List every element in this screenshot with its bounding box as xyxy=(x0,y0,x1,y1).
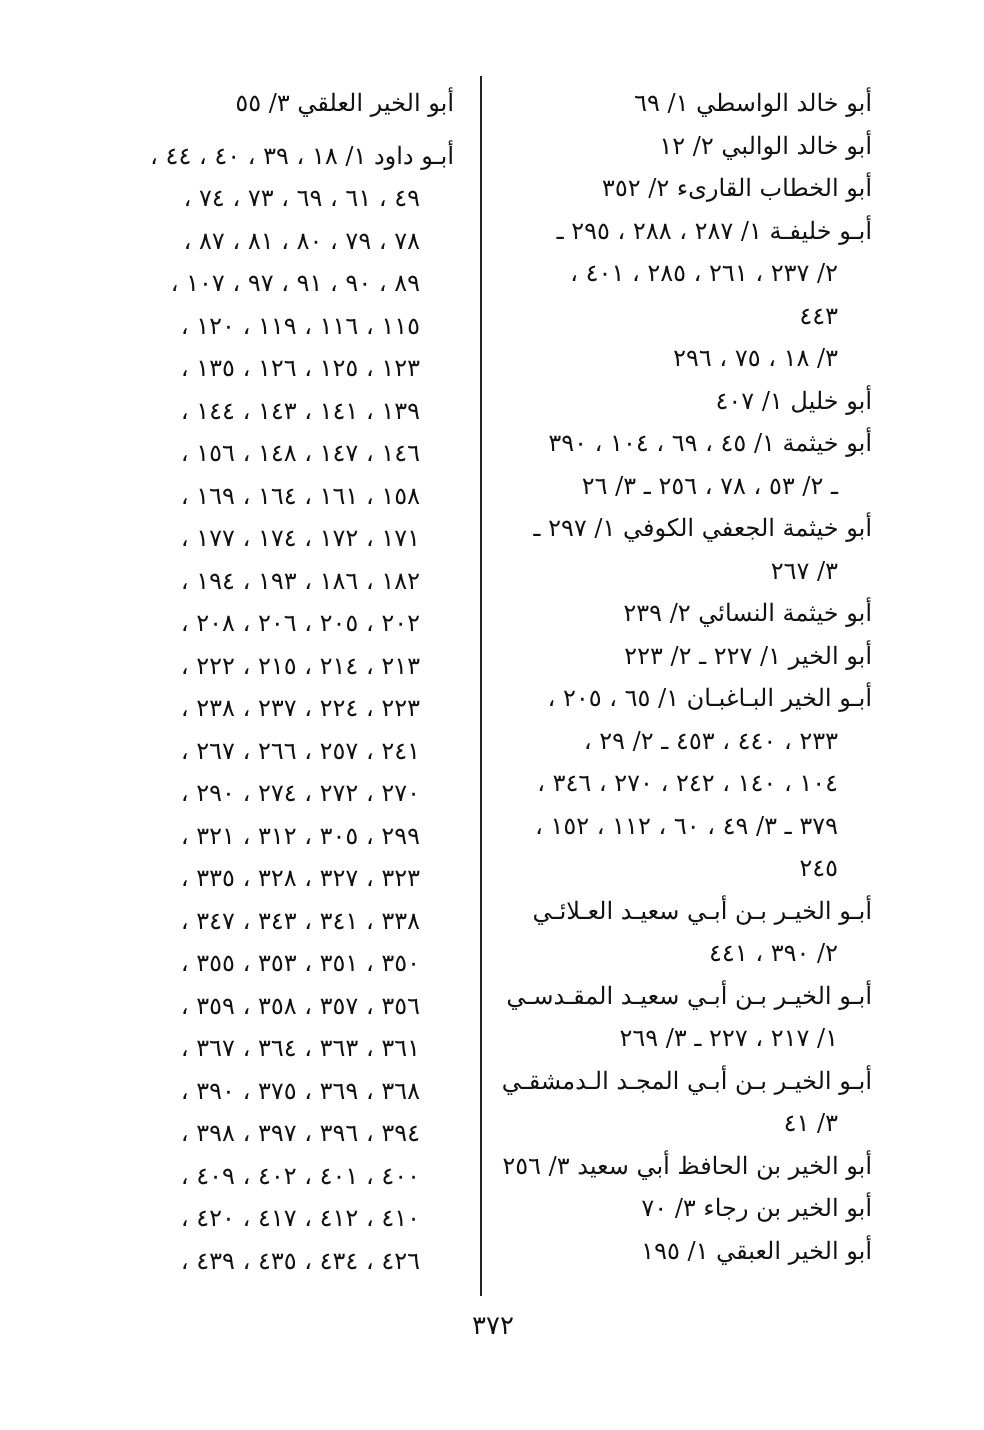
index-entry-continuation: ٢٧٠ ، ٢٧٢ ، ٢٧٤ ، ٢٩٠ ، xyxy=(180,779,420,807)
index-entry: أبـو داود ١/ ١٨ ، ٣٩ ، ٤٠ ، ٤٤ ، xyxy=(150,141,454,170)
index-entry-list xyxy=(88,135,454,1283)
index-entry-continuation: ٣٦٨ ، ٣٦٩ ، ٣٧٥ ، ٣٩٠ ، xyxy=(180,1076,420,1105)
index-entry-continuation: ٣/ ٤١ xyxy=(783,1109,838,1137)
index-entry: أبو الخطاب القارىء ٢/ ٣٥٢ xyxy=(601,174,872,202)
index-entry-heading: أبو الخير العلقي ٣/ ٥٥ xyxy=(235,89,454,117)
index-entry-continuation: ٢٠٢ ، ٢٠٥ ، ٢٠٦ ، ٢٠٨ ، xyxy=(180,609,420,637)
index-entry-continuation: ٣٣٨ ، ٣٤١ ، ٣٤٣ ، ٣٤٧ ، xyxy=(180,906,420,935)
index-entry: أبـو الخير البـاغبـان ١/ ٦٥ ، ٢٠٥ ، xyxy=(547,684,872,712)
index-entry-continuation: ٤٢٦ ، ٤٣٤ ، ٤٣٥ ، ٤٣٩ ، xyxy=(180,1246,420,1275)
index-entry-continuation: ٤١٠ ، ٤١٢ ، ٤١٧ ، ٤٢٠ ، xyxy=(180,1204,420,1232)
index-entry-continuation: ٣٦١ ، ٣٦٣ ، ٣٦٤ ، ٣٦٧ ، xyxy=(180,1034,420,1062)
right-index-column xyxy=(490,82,872,1272)
index-entry-continuation: ٨٩ ، ٩٠ ، ٩١ ، ٩٧ ، ١٠٧ ، xyxy=(170,269,420,297)
page-number xyxy=(0,1311,984,1341)
index-entry-continuation: ١١٥ ، ١١٦ ، ١١٩ ، ١٢٠ ، xyxy=(180,311,420,340)
index-entry: أبو خيثمة ١/ ٤٥ ، ٦٩ ، ١٠٤ ، ٣٩٠ xyxy=(548,429,872,457)
index-entry-continuation: ١٢٣ ، ١٢٥ ، ١٢٦ ، ١٣٥ ، xyxy=(180,354,420,382)
index-entry-continuation: ٣٥٦ ، ٣٥٧ ، ٣٥٨ ، ٣٥٩ ، xyxy=(180,991,420,1020)
index-entry-continuation: ١٠٤ ، ١٤٠ ، ٢٤٢ ، ٢٧٠ ، ٣٤٦ ، xyxy=(537,769,838,797)
index-entry-continuation: ٢/ ٣٩٠ ، ٤٤١ xyxy=(709,939,838,967)
index-entry-continuation: ـ ٢/ ٥٣ ، ٧٨ ، ٢٥٦ ـ ٣/ ٢٦ xyxy=(581,471,838,500)
index-entry: أبو خالد الواسطي ١/ ٦٩ xyxy=(634,89,872,117)
index-entry-continuation: ٣٢٣ ، ٣٢٧ ، ٣٢٨ ، ٣٣٥ ، xyxy=(180,864,420,892)
index-entry-continuation: ٣٧٩ ـ ٣/ ٤٩ ، ٦٠ ، ١١٢ ، ١٥٢ ، xyxy=(535,811,838,840)
index-entry: أبـو الخيـر بـن أبـي سعيـد العـلائـي xyxy=(532,896,872,925)
index-entry-continuation: ١٣٩ ، ١٤١ ، ١٤٣ ، ١٤٤ ، xyxy=(180,396,420,425)
index-entry: أبـو الخيـر بـن أبـي سعيـد المقـدسـي xyxy=(506,981,872,1010)
index-entry-continuation: ٣٩٤ ، ٣٩٦ ، ٣٩٧ ، ٣٩٨ ، xyxy=(180,1119,420,1147)
index-entry: أبـو خليفـة ١/ ٢٨٧ ، ٢٨٨ ، ٢٩٥ ـ xyxy=(556,216,872,245)
index-entry: أبو الخير بن رجاء ٣/ ٧٠ xyxy=(641,1194,872,1222)
index-entry: أبو خيثمة النسائي ٢/ ٢٣٩ xyxy=(623,599,872,627)
index-entry: أبو الخير العبقي ١/ ١٩٥ xyxy=(641,1236,872,1265)
index-entry: أبو الخير بن الحافظ أبي سعيد ٣/ ٢٥٦ xyxy=(502,1151,872,1180)
index-entry-continuation: ٢٤٥ xyxy=(799,854,838,882)
index-entry: أبو خيثمة الجعفي الكوفي ١/ ٢٩٧ ـ xyxy=(533,514,872,542)
index-entry-continuation: ٤٠٠ ، ٤٠١ ، ٤٠٢ ، ٤٠٩ ، xyxy=(180,1161,420,1190)
index-entry-continuation: ٧٨ ، ٧٩ ، ٨٠ ، ٨١ ، ٨٧ ، xyxy=(183,226,420,255)
index-entry-continuation: ٢٤١ ، ٢٥٧ ، ٢٦٦ ، ٢٦٧ ، xyxy=(180,736,420,765)
index-entry: أبو خالد الوالبي ٢/ ١٢ xyxy=(659,131,872,160)
index-entry: أبو خليل ١/ ٤٠٧ xyxy=(715,386,872,415)
index-entry-continuation: ٢/ ٢٣٧ ، ٢٦١ ، ٢٨٥ ، ٤٠١ ، xyxy=(570,259,838,287)
index-entry: أبـو الخيـر بـن أبـي المجـد الـدمشقـي xyxy=(501,1066,872,1095)
page-number-text: ٣٧٢ xyxy=(472,1311,514,1341)
column-divider xyxy=(480,76,482,1296)
index-entry-continuation: ١٥٨ ، ١٦١ ، ١٦٤ ، ١٦٩ ، xyxy=(180,481,420,510)
index-entry-continuation: ٢١٣ ، ٢١٤ ، ٢١٥ ، ٢٢٢ ، xyxy=(180,651,420,680)
index-entry-continuation: ٣/ ٢٦٧ xyxy=(770,556,838,585)
index-entry-continuation: ٤٩ ، ٦١ ، ٦٩ ، ٧٣ ، ٧٤ ، xyxy=(183,184,420,212)
index-entry-continuation: ٣٥٠ ، ٣٥١ ، ٣٥٣ ، ٣٥٥ ، xyxy=(180,949,420,977)
index-entry-continuation: ١٨٢ ، ١٨٦ ، ١٩٣ ، ١٩٤ ، xyxy=(180,566,420,595)
index-entry-continuation: ١٤٦ ، ١٤٧ ، ١٤٨ ، ١٥٦ ، xyxy=(180,439,420,467)
index-entry-continuation: ٢٣٣ ، ٤٤٠ ، ٤٥٣ ـ ٢/ ٢٩ ، xyxy=(583,726,838,755)
index-entry-continuation: ٤٤٣ xyxy=(799,301,838,330)
index-entry-continuation: ٣/ ١٨ ، ٧٥ ، ٢٩٦ xyxy=(673,344,838,372)
index-entry-continuation: ٢٢٣ ، ٢٢٤ ، ٢٣٧ ، ٢٣٨ ، xyxy=(180,694,420,722)
index-entry-continuation: ٢٩٩ ، ٣٠٥ ، ٣١٢ ، ٣٢١ ، xyxy=(180,821,420,850)
index-entry-continuation: ١٧١ ، ١٧٢ ، ١٧٤ ، ١٧٧ ، xyxy=(180,524,420,552)
left-index-column xyxy=(88,82,454,1282)
index-entry-continuation: ١/ ٢١٧ ، ٢٢٧ ـ ٣/ ٢٦٩ xyxy=(619,1024,838,1052)
index-entry: أبو الخير ١/ ٢٢٧ ـ ٢/ ٢٢٣ xyxy=(624,641,872,670)
